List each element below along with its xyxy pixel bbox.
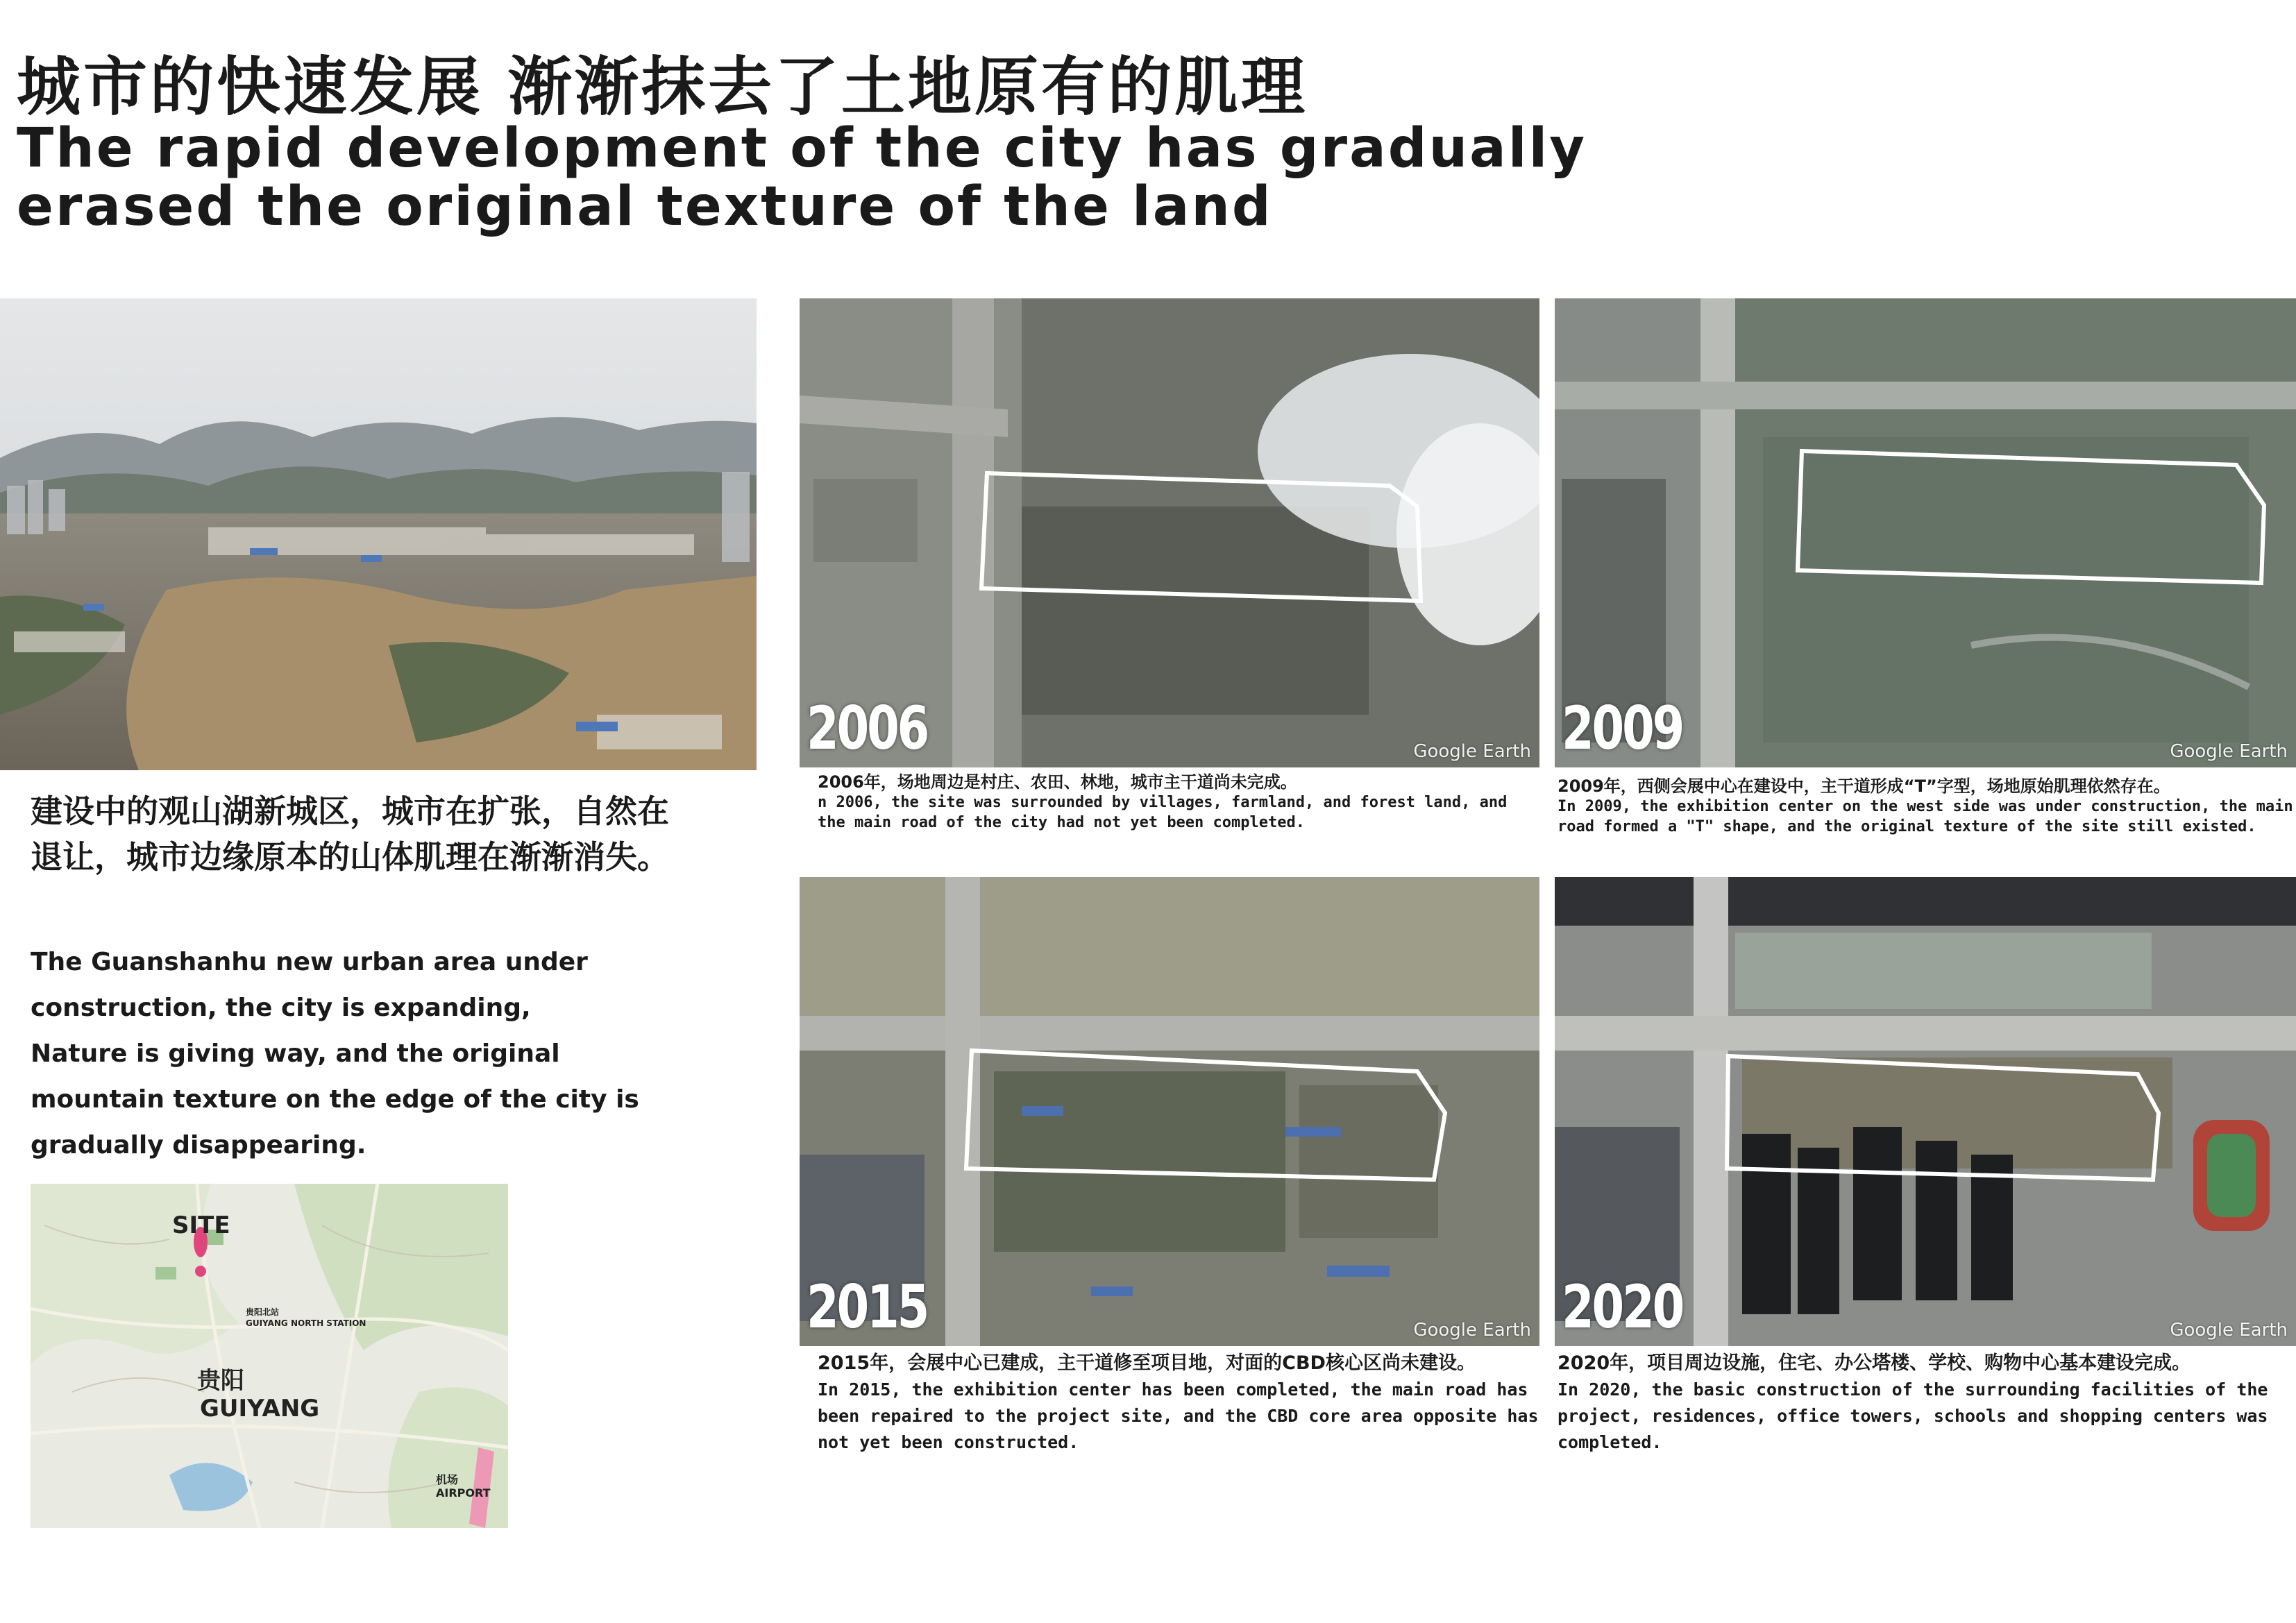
caption-2006-en: n 2006, the site was surrounded by villages, farmland, and forest land, and the main road of the city had not yet been completed. xyxy=(818,794,1508,831)
caption-2009-cn: 2009年，西侧会展中心在建设中，主干道形成“T”字型，场地原始肌理依然存在。 xyxy=(1558,776,2170,796)
caption-2015 xyxy=(818,1350,1539,1456)
map-label-airport-en: AIRPORT xyxy=(436,1486,491,1499)
intro-text-en-line: The Guanshanhu new urban area under xyxy=(31,948,588,976)
page-title-en-line2: erased the original texture of the land xyxy=(17,176,1273,238)
caption-2015-cn: 2015年，会展中心已建成，主干道修至项目地，对面的CBD核心区尚未建设。 xyxy=(818,1352,1476,1374)
map-label-station-en: GUIYANG NORTH STATION xyxy=(246,1318,366,1328)
caption-2020-cn: 2020年，项目周边设施，住宅、办公塔楼、学校、购物中心基本建设完成。 xyxy=(1558,1352,2191,1374)
page-title-en-line1: The rapid development of the city has gradually xyxy=(17,117,1587,180)
year-label-2015: 2015 xyxy=(807,1273,928,1342)
satellite-image-2009 xyxy=(1555,298,2296,767)
caption-2009 xyxy=(1558,776,2296,837)
satellite-image-2006 xyxy=(800,298,1539,767)
map-label-airport-cn: 机场 xyxy=(436,1473,459,1486)
caption-2006-cn: 2006年，场地周边是村庄、农田、林地，城市主干道尚未完成。 xyxy=(818,772,1297,792)
map-label-site: SITE xyxy=(172,1212,230,1239)
map-label-station-cn: 贵阳北站 xyxy=(246,1307,280,1317)
year-label-2020: 2020 xyxy=(1562,1273,1683,1342)
google-earth-watermark: Google Earth xyxy=(1413,741,1531,762)
intro-text-en-line: mountain texture on the edge of the city is xyxy=(31,1085,639,1114)
google-earth-watermark: Google Earth xyxy=(1413,1320,1531,1341)
intro-text-en-line: Nature is giving way, and the original xyxy=(31,1039,560,1068)
google-earth-watermark: Google Earth xyxy=(2170,741,2288,762)
landscape-photo-graphic xyxy=(0,298,757,770)
location-map xyxy=(31,1184,508,1528)
caption-2020-en: In 2020, the basic construction of the surrounding facilities of the project, residences, office towers, schools and shopping centers was completed. xyxy=(1558,1379,2268,1452)
intro-text-en xyxy=(31,940,697,1169)
map-label-city-cn: 贵阳 xyxy=(197,1367,244,1395)
satellite-image-2020 xyxy=(1555,877,2296,1346)
year-label-2009: 2009 xyxy=(1562,694,1683,763)
page-title-cn: 城市的快速发展 渐渐抹去了土地原有的肌理 xyxy=(17,50,1308,124)
google-earth-watermark: Google Earth xyxy=(2170,1320,2288,1341)
intro-text-en-line: construction, the city is expanding, xyxy=(31,994,531,1022)
caption-2020 xyxy=(1558,1350,2296,1456)
caption-2006 xyxy=(818,772,1539,833)
caption-2015-en: In 2015, the exhibition center has been completed, the main road has been repaired to the project site, and the CBD core area opposite has not yet been constructed. xyxy=(818,1379,1539,1452)
caption-2009-en: In 2009, the exhibition center on the west side was under construction, the main road formed a "T" shape, and the original texture of the site still existed. xyxy=(1558,798,2293,835)
map-label-city-en: GUIYANG xyxy=(200,1395,320,1422)
year-label-2006: 2006 xyxy=(807,694,928,763)
satellite-image-2015 xyxy=(800,877,1539,1346)
intro-text-en-line: gradually disappearing. xyxy=(31,1131,366,1159)
page-title-en xyxy=(17,119,1587,236)
intro-text-cn: 建设中的观山湖新城区，城市在扩张，自然在退让，城市边缘原本的山体肌理在渐渐消失。 xyxy=(31,792,669,876)
landscape-photo xyxy=(0,298,757,770)
